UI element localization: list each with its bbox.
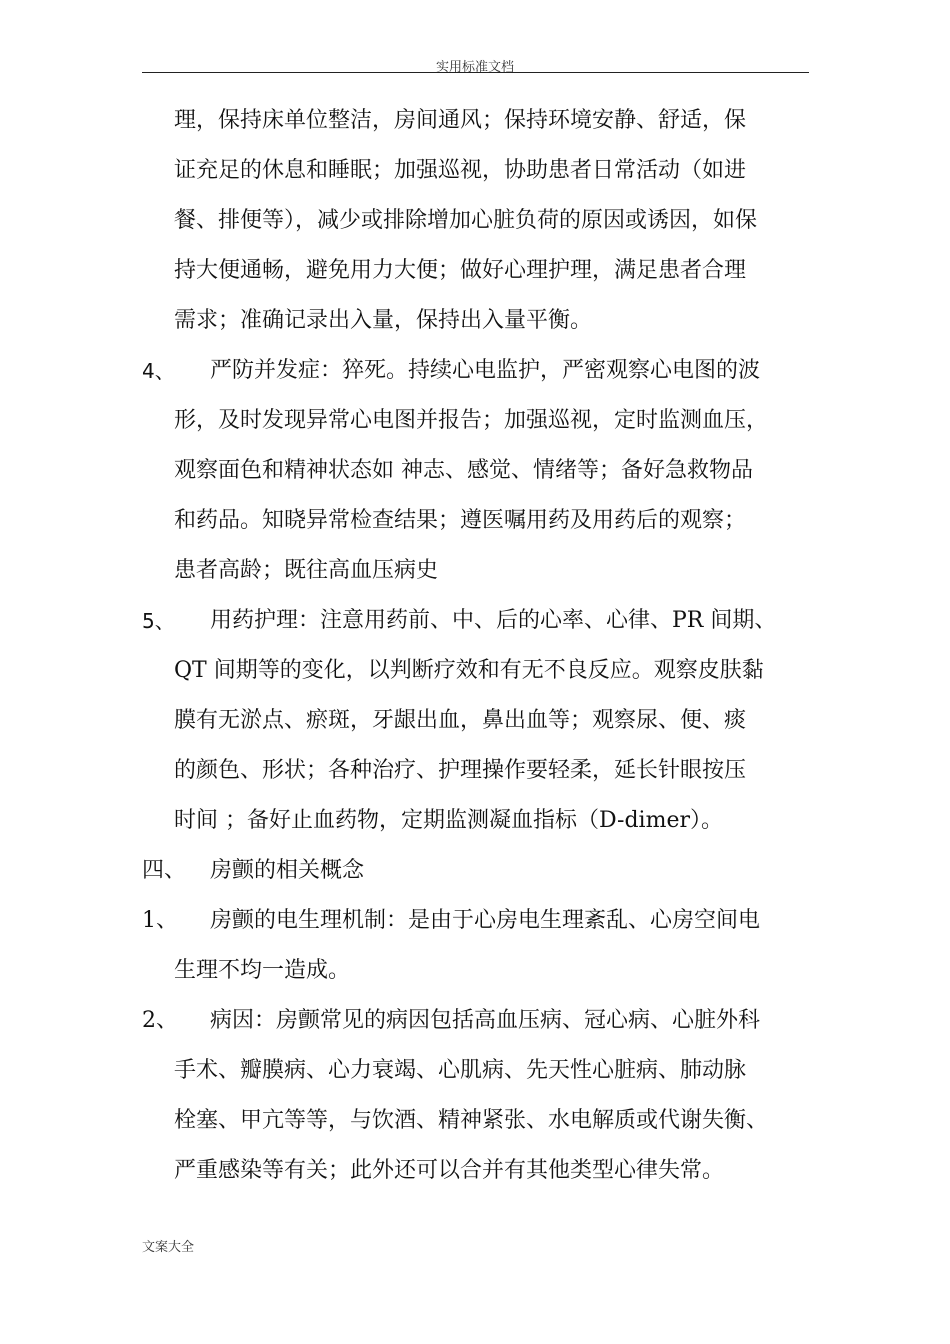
header-rule [142,72,809,73]
paragraph-line: 生理不均一造成。 [174,958,351,983]
paragraph-line: 时间 ；备好止血药物，定期监测凝血指标（D-dimer）。 [174,808,723,833]
paragraph-line: 手术、瓣膜病、心力衰竭、心肌病、先天性心脏病、肺动脉 [174,1058,747,1083]
list-item-text: 用药护理：注意用药前、中、后的心率、心律、PR 间期、 [210,608,777,633]
paragraph-line: 需求；准确记录出入量，保持出入量平衡。 [174,308,593,333]
list-item-number: 1、 [142,908,178,933]
paragraph-line: 严重感染等有关；此外还可以合并有其他类型心律失常。 [174,1158,725,1183]
paragraph-line: 理，保持床单位整洁，房间通风；保持环境安静、舒适，保 [174,108,747,133]
list-item-text: 房颤的相关概念 [210,858,365,883]
paragraph-line: 持大便通畅，避免用力大便；做好心理护理，满足患者合理 [174,258,747,283]
list-item [142,346,822,396]
paragraph-line: QT 间期等的变化，以判断疗效和有无不良反应。观察皮肤黏 [174,658,764,683]
list-item-text: 病因：房颤常见的病因包括高血压病、冠心病、心脏外科 [210,1008,761,1033]
paragraph-line: 和药品。知晓异常检查结果；遵医嘱用药及用药后的观察； [174,508,747,533]
paragraph-line: 证充足的休息和睡眠；加强巡视，协助患者日常活动（如进 [174,158,747,183]
page-header: 实用标准文档 [435,60,514,75]
document-body [142,96,822,1196]
paragraph-line: 栓塞、甲亢等等，与饮酒、精神紧张、水电解质或代谢失衡、 [174,1108,769,1133]
list-item-text: 严防并发症：猝死。持续心电监护，严密观察心电图的波 [210,358,761,383]
list-item-number: 四、 [142,858,187,883]
paragraph-line: 形，及时发现异常心电图并报告；加强巡视，定时监测血压， [174,408,769,433]
paragraph-line: 的颜色、形状；各种治疗、护理操作要轻柔，延长针眼按压 [174,758,747,783]
list-item [142,846,822,896]
list-item-number: 2、 [142,1008,178,1033]
list-item [142,596,822,646]
paragraph-line: 餐、排便等），减少或排除增加心脏负荷的原因或诱因，如保 [174,208,758,233]
list-item-text: 房颤的电生理机制：是由于心房电生理紊乱、心房空间电 [210,908,761,933]
paragraph-line: 膜有无淤点、瘀斑，牙龈出血，鼻出血等；观察尿、便、痰 [174,708,747,733]
list-item [142,896,822,946]
paragraph-line: 患者高龄；既往高血压病史 [174,558,439,583]
list-item-number: 4、 [142,359,175,383]
page-footer: 文案大全 [142,1240,195,1255]
list-item-number: 5、 [142,609,175,633]
list-item [142,996,822,1046]
paragraph-line: 观察面色和精神状态如 神志、感觉、情绪等；备好急救物品 [174,458,753,483]
